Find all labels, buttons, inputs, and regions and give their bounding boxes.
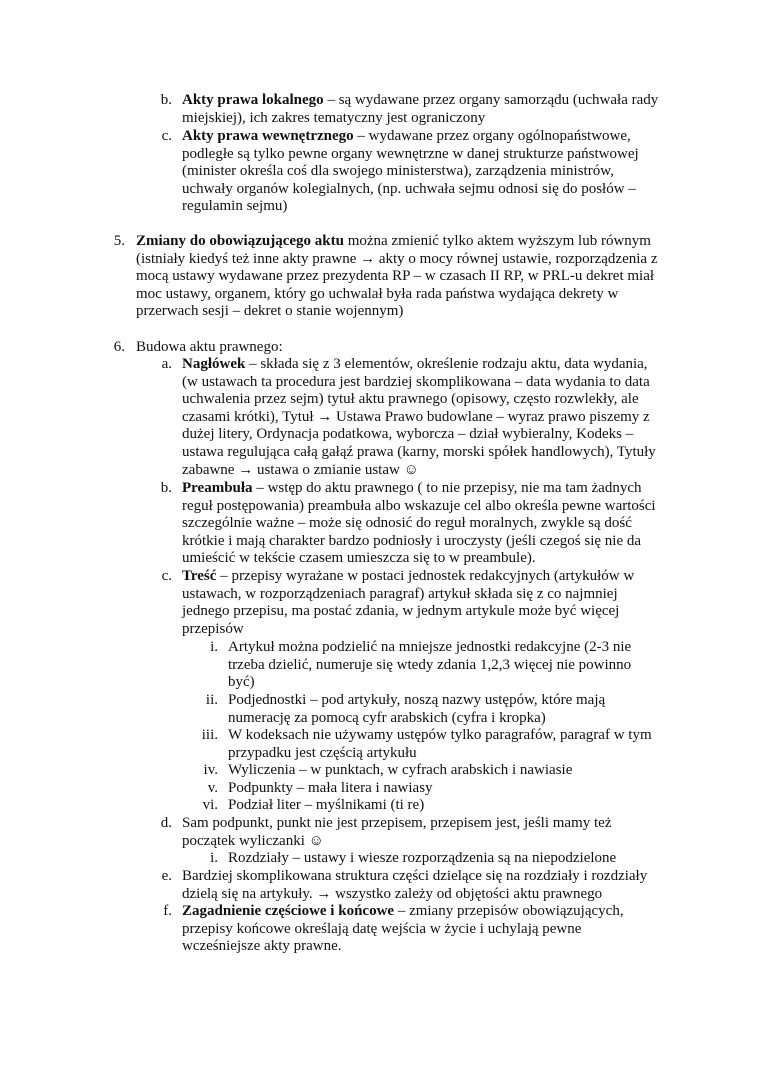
text-line (182, 462, 419, 480)
text-line (136, 286, 618, 304)
text-line (182, 550, 536, 568)
text-line (182, 146, 639, 164)
line-text: umieścić w tekście czasem umieszcza się to w preambule). (182, 550, 536, 567)
line-text: jednego przepisu, ma postać zdania, w jednym artykule może być więcej (182, 603, 620, 620)
line-text: – przepisy wyrażane w postaci jednostek redakcyjnych (artykułów w (216, 568, 635, 584)
line-text: przepisów (182, 620, 244, 637)
text-line (182, 356, 648, 374)
line-text: szczególnie ważne – może się odnosić do reguł moralnych, zwykle są dość (182, 515, 632, 532)
line-text: dużej litery, Ordynacja podatkowa, wyborcza – dział wybieralny, Kodeks – (182, 426, 634, 443)
line-text: dzielą się na artykuły. → wszystko zależy od objętości aktu prawnego (182, 885, 603, 902)
line-text: Budowa aktu prawnego: (136, 339, 283, 355)
text-line (182, 921, 581, 939)
line-text: – wydawane przez organy ogólnopaństwowe, (353, 128, 631, 144)
bold-term: Zagadnienie częściowe i końcowe (182, 903, 395, 919)
line-text: przepisy końcowe określają datę wejścia w życie i uchylają pewne (182, 920, 582, 937)
line-text: numerację za pomocą cyfr arabskich (cyfra i kropka) (228, 709, 546, 726)
line-text: – składa się z 3 elementów, określenie rodzaju aktu, data wydania, (245, 356, 648, 372)
list-marker: b. (160, 480, 172, 496)
list-marker: b. (160, 92, 172, 108)
list-marker: c. (161, 128, 172, 144)
text-line (182, 128, 631, 146)
line-text: zabawne → ustawa o zmianie ustaw ☺ (182, 461, 419, 478)
line-text: wcześniejsze akty prawne. (182, 938, 342, 955)
line-text: Sam podpunkt, punkt nie jest przepisem, przepisem jest, jeśli mamy też (182, 815, 612, 831)
line-text: krótkie i mają charakter bardzo podniosły i uroczysty (jeśli czegoś się nie da (182, 532, 642, 549)
line-text: ustawa regulująca całą gałąź prawa (karny, morski spółek handlowych), Tytuły (182, 444, 656, 460)
line-text: Wyliczenia – w punktach, w cyfrach arabskich i nawiasie (228, 762, 573, 778)
list-marker: i. (210, 850, 218, 866)
list-marker: i. (210, 639, 218, 655)
text-line (136, 251, 657, 269)
text-line (182, 480, 641, 498)
text-line (182, 938, 342, 956)
text-line (182, 198, 287, 216)
bold-term: Preambuła (182, 480, 253, 496)
text-line (182, 586, 618, 604)
text-line (136, 233, 651, 251)
text-line (182, 568, 634, 586)
text-line (182, 374, 650, 392)
line-text: (minister określa coś dla swojego ministerstwa), zarządzenia ministrów, (182, 163, 614, 180)
text-line (182, 498, 656, 516)
text-line (136, 339, 283, 357)
line-text: – wstęp do aktu prawnego ( to nie przepisy, nie ma tam żadnych (252, 480, 642, 496)
text-line (182, 515, 632, 533)
list-marker: vi. (202, 797, 218, 813)
line-text: miejskiej), ich zakres tematyczny jest ograniczony (182, 109, 486, 126)
text-line (182, 92, 658, 110)
line-text: czasami krótki), Tytuł → Ustawa Prawo budowlane – wyraz prawo piszemy z (182, 408, 650, 425)
line-text: W kodeksach nie używamy ustępów tylko paragrafów, paragraf w tym (228, 727, 652, 743)
line-text: podległe są tylko pewne organy wewnętrzne w danej strukturze państwowej (182, 145, 639, 162)
list-marker: f. (163, 903, 172, 919)
text-line (182, 603, 619, 621)
text-line (136, 303, 403, 321)
text-line (228, 727, 652, 745)
list-marker: ii. (205, 692, 218, 708)
line-text: przypadku jest częścią artykułu (228, 744, 417, 761)
text-line (136, 268, 654, 286)
text-line (182, 903, 624, 921)
line-text: – są wydawane przez organy samorządu (uchwała rady (323, 92, 659, 108)
list-marker: a. (161, 356, 172, 372)
text-line (182, 110, 485, 128)
list-marker: 5. (113, 233, 125, 249)
line-text: być) (228, 674, 255, 691)
text-line (182, 621, 244, 639)
text-line (182, 444, 656, 462)
list-marker: d. (160, 815, 172, 831)
line-text: Artykuł można podzielić na mniejsze jednostki redakcyjne (2-3 nie (228, 639, 632, 655)
bold-term: Akty prawa lokalnego (182, 92, 324, 108)
bold-term: Nagłówek (182, 356, 246, 372)
list-marker: iii. (201, 727, 218, 743)
bold-term: Akty prawa wewnętrznego (182, 128, 354, 144)
text-line (228, 639, 631, 657)
line-text: moc ustawy, organem, który go uchwalał była rada państwa wydająca dekrety w (136, 285, 619, 302)
line-text: ustawach, w rozporządzeniach paragraf) artykuł składa się z co najmniej (182, 585, 618, 602)
list-marker: iv. (203, 762, 218, 778)
line-text: uchwalenia przez sejm) tytuł aktu prawnego (opisowy, często rozwlekły, ale (182, 391, 639, 408)
text-line (182, 815, 612, 833)
text-line (228, 674, 255, 692)
list-marker: 6. (113, 339, 125, 355)
text-line (182, 426, 633, 444)
line-text: trzeba dzielić, numeruje się wtedy zdania 1,2,3 więcej nie powinno (228, 656, 632, 673)
line-text: mocą ustawy wydawane przez prezydenta RP – w czasach II RP, w PRL-u dekret miał (136, 268, 655, 285)
line-text: Podział liter – myślnikami (ti re) (228, 797, 425, 813)
text-line (182, 886, 602, 904)
line-text: przerwach sesji – dekret o stanie wojennym) (136, 303, 404, 320)
text-line (228, 780, 433, 798)
text-line (228, 850, 616, 868)
bold-term: Zmiany do obowiązującego aktu (136, 233, 344, 249)
line-text: (w ustawach ta procedura jest bardziej skomplikowana – data wydania to data (182, 373, 650, 390)
line-text: – zmiany przepisów obowiązujących, (394, 903, 624, 919)
line-text: uchwały organów kolegialnych, (np. uchwała sejmu odnosi się do posłów – (182, 180, 636, 197)
line-text: regulamin sejmu) (182, 198, 288, 215)
text-line (182, 181, 636, 199)
text-line (228, 692, 605, 710)
line-text: Podpunkty – mała litera i nawiasy (228, 780, 433, 796)
text-line (182, 533, 641, 551)
list-marker: v. (207, 780, 218, 796)
text-line (228, 762, 572, 780)
line-text: można zmienić tylko aktem wyższym lub równym (343, 233, 651, 249)
text-line (228, 657, 631, 675)
text-line (182, 163, 614, 181)
text-line (182, 391, 639, 409)
text-line (182, 409, 650, 427)
list-marker: e. (161, 868, 172, 884)
text-line (182, 833, 324, 851)
bold-term: Treść (182, 568, 217, 584)
text-line (228, 710, 546, 728)
line-text: Podjednostki – pod artykuły, noszą nazwy ustępów, które mają (228, 692, 606, 708)
list-marker: c. (161, 568, 172, 584)
line-text: Rozdziały – ustawy i wiesze rozporządzenia są na niepodzielone (228, 850, 617, 866)
text-line (182, 868, 647, 886)
text-line (228, 797, 424, 815)
line-text: (istniały kiedyś też inne akty prawne → akty o mocy równej ustawie, rozporządzenia z (136, 250, 658, 267)
text-line (228, 745, 417, 763)
line-text: reguł postępowania) preambuła albo wskazuje cel albo określa pewne wartości (182, 497, 656, 514)
line-text: Bardziej skomplikowana struktura części dzielące się na rozdziały i rozdziały (182, 868, 648, 884)
line-text: początek wyliczanki ☺ (182, 832, 324, 849)
